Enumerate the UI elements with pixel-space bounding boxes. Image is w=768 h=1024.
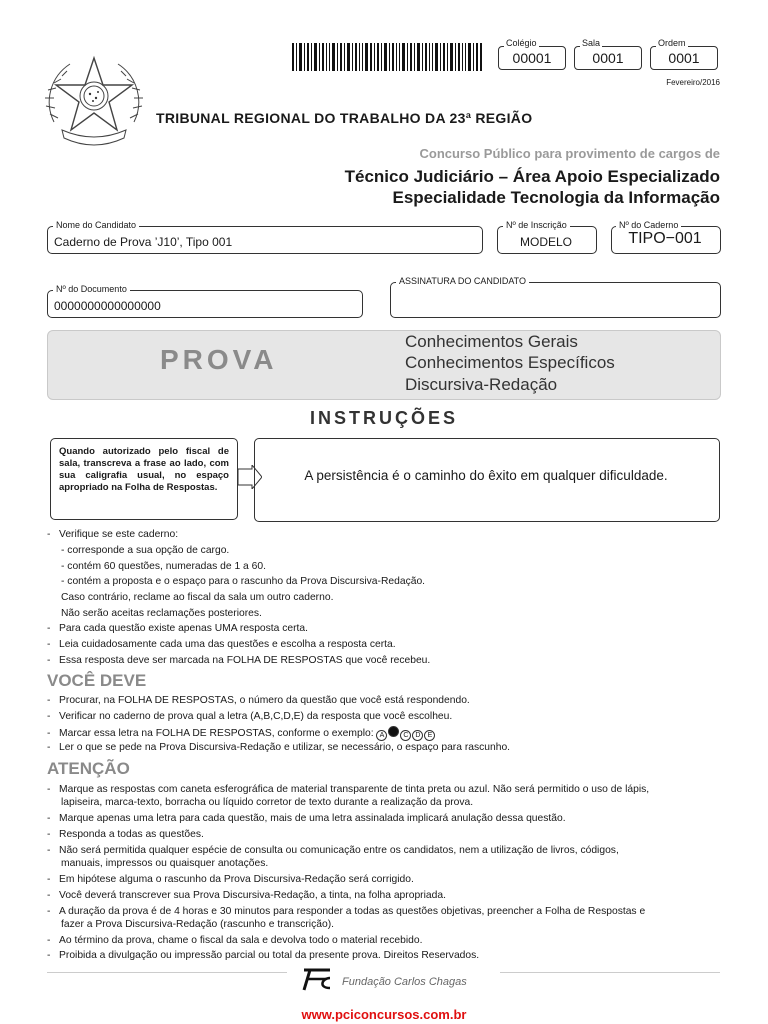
list-item-text: contém a proposta e o espaço para o rascunho da Prova Discursiva-Redação. xyxy=(67,576,426,587)
barcode xyxy=(292,43,482,71)
ordem-value: 0001 xyxy=(668,50,700,66)
prova-sub-especificos: Conhecimentos Específicos xyxy=(405,353,615,372)
list-item-text: Marque apenas uma letra para cada questão, mais de uma letra assinalada implicará anulação dessa questão. xyxy=(59,813,566,824)
footer-divider-right xyxy=(500,972,720,973)
list-item: - Verifique se este caderno: xyxy=(47,529,179,540)
list-item-text: Responda a todas as questões. xyxy=(59,829,204,840)
ordem-box xyxy=(650,46,718,70)
list-item: - Leia cuidadosamente cada uma das questões e escolha a resposta certa. xyxy=(47,639,396,650)
list-item: - Marque as respostas com caneta esferográfica de material transparente de tinta preta ou azul. Não será permitido o uso de lápis, xyxy=(47,784,650,795)
list-item: - Marcar essa letra na FOLHA DE RESPOSTAS, conforme o exemplo: A C D E xyxy=(47,726,436,741)
list-item-text: Você deverá transcrever sua Prova Discursiva-Redação, a tinta, na folha apropriada. xyxy=(59,890,446,901)
list-item: - Você deverá transcrever sua Prova Discursiva-Redação, a tinta, na folha apropriada. xyxy=(47,890,446,901)
nome-label: Nome do Candidato xyxy=(53,220,139,230)
caderno-label: Nº do Caderno xyxy=(616,220,681,230)
tribunal-title: TRIBUNAL REGIONAL DO TRABALHO DA 23ª REGIÃO xyxy=(156,110,533,126)
list-item xyxy=(61,608,262,620)
list-item-text: Caso contrário, reclame ao fiscal da sala um outro caderno. xyxy=(61,592,334,603)
prova-sub-discursiva: Discursiva-Redação xyxy=(405,375,558,394)
list-item xyxy=(61,919,334,931)
atencao-title: ATENÇÃO xyxy=(47,759,130,778)
list-item-text: Leia cuidadosamente cada uma das questões e escolha a resposta certa. xyxy=(59,639,396,650)
instrucoes-title: INSTRUÇÕES xyxy=(309,408,458,428)
list-item-text: Ao término da prova, chame o fiscal da sala e devolva todo o material recebido. xyxy=(59,935,423,946)
cargo-line-1: Técnico Judiciário – Área Apoio Especializado xyxy=(344,167,720,186)
prova-sub-gerais: Conhecimentos Gerais xyxy=(405,332,578,351)
colegio-value: 00001 xyxy=(512,50,552,66)
list-item: - contém 60 questões, numeradas de 1 a 60. xyxy=(61,561,266,572)
list-item-text: Verifique se este caderno: xyxy=(59,529,179,540)
documento-value: 0000000000000000 xyxy=(54,299,161,313)
list-item: - Verificar no caderno de prova qual a letra (A,B,C,D,E) da resposta que você escolheu. xyxy=(47,711,453,722)
list-item xyxy=(61,592,333,604)
assinatura-field xyxy=(390,282,721,318)
phrase-text: A persistência é o caminho do êxito em qualquer dificuldade. xyxy=(304,468,668,483)
concurso-subtitle: Concurso Público para provimento de cargos de xyxy=(419,146,720,161)
sala-box xyxy=(574,46,642,70)
brazil-seal-icon xyxy=(40,52,148,160)
prova-banner xyxy=(47,330,721,400)
list-item-text: Não será permitida qualquer espécie de consulta ou comunicação entre os candidatos, nem a utilização de livros, códigos, xyxy=(59,845,619,856)
list-item-text: Em hipótese alguma o rascunho da Prova Discursiva-Redação será corrigido. xyxy=(59,874,414,885)
list-item: - Responda a todas as questões. xyxy=(47,829,204,840)
list-item: - Em hipótese alguma o rascunho da Prova Discursiva-Redação será corrigido. xyxy=(47,874,414,885)
answer-example xyxy=(376,728,436,739)
assinatura-label: ASSINATURA DO CANDIDATO xyxy=(396,276,529,286)
colegio-box xyxy=(498,46,566,70)
list-item-text: lapiseira, marca-texto, borracha ou líquido corretor de texto durante a realização da prova. xyxy=(61,797,474,808)
list-item: - corresponde a sua opção de cargo. xyxy=(61,545,230,556)
list-item: - contém a proposta e o espaço para o rascunho da Prova Discursiva-Redação. xyxy=(61,576,426,587)
list-item-text: corresponde a sua opção de cargo. xyxy=(67,545,230,556)
list-item: - Ao término da prova, chame o fiscal da sala e devolva todo o material recebido. xyxy=(47,935,423,946)
list-item-text: fazer a Prova Discursiva-Redação (rascunho e transcrição). xyxy=(61,919,334,930)
list-item-text: Marque as respostas com caneta esferográfica de material transparente de tinta preta ou azul. Não será permitido o uso de lápis, xyxy=(59,784,650,795)
list-item-text: Não serão aceitas reclamações posteriores. xyxy=(61,608,262,619)
option-c-icon: C xyxy=(400,730,411,741)
caderno-value: TIPO−001 xyxy=(628,230,702,247)
list-item xyxy=(61,797,473,809)
option-a-icon: A xyxy=(376,730,387,741)
option-b-filled-icon xyxy=(388,726,399,737)
site-link[interactable]: www.pciconcursos.com.br xyxy=(301,1007,467,1022)
date: Fevereiro/2016 xyxy=(666,78,720,87)
list-item xyxy=(61,858,268,870)
ordem-label: Ordem xyxy=(658,38,686,48)
list-item-text: Proibida a divulgação ou impressão parcial ou total da presente prova. Direitos Reservados. xyxy=(59,950,480,961)
prova-title: PROVA xyxy=(160,344,278,375)
list-item-text: Procurar, na FOLHA DE RESPOSTAS, o número da questão que você está respondendo. xyxy=(59,695,470,706)
inscricao-label: Nº de Inscrição xyxy=(503,220,570,230)
list-item: - Essa resposta deve ser marcada na FOLHA DE RESPOSTAS que você recebeu. xyxy=(47,655,431,666)
list-item: - Proibida a divulgação ou impressão parcial ou total da presente prova. Direitos Reservados. xyxy=(47,950,480,961)
fcc-name: Fundação Carlos Chagas xyxy=(342,976,467,988)
list-item-text: A duração da prova é de 4 horas e 30 minutos para responder a todas as questões objetivas, preencher a Folha de Respostas e xyxy=(59,906,646,917)
footer-divider-left xyxy=(47,972,287,973)
sala-label: Sala xyxy=(582,38,601,48)
list-item-text: Essa resposta deve ser marcada na FOLHA DE RESPOSTAS que você recebeu. xyxy=(59,655,431,666)
fcc-logo-icon xyxy=(300,966,336,992)
list-item-text: Verificar no caderno de prova qual a letra (A,B,C,D,E) da resposta que você escolheu. xyxy=(59,711,453,722)
list-item: - A duração da prova é de 4 horas e 30 minutos para responder a todas as questões objetivas, preencher a Folha de Respostas e xyxy=(47,906,646,917)
list-item: - Ler o que se pede na Prova Discursiva-Redação e utilizar, se necessário, o espaço para rascunho. xyxy=(47,742,511,753)
list-item-text: manuais, impressos ou quaisquer anotações. xyxy=(61,858,269,869)
nome-value: Caderno de Prova ’J10’, Tipo 001 xyxy=(54,235,233,249)
documento-label: Nº do Documento xyxy=(53,284,130,294)
list-item-text: Para cada questão existe apenas UMA resposta certa. xyxy=(59,623,309,634)
cargo-line-2: Especialidade Tecnologia da Informação xyxy=(392,188,720,207)
inscricao-value: MODELO xyxy=(519,235,572,249)
list-item-text: Ler o que se pede na Prova Discursiva-Redação e utilizar, se necessário, o espaço para rascunho. xyxy=(59,742,511,753)
list-item: - Marque apenas uma letra para cada questão, mais de uma letra assinalada implicará anulação dessa questão. xyxy=(47,813,566,824)
transcription-note: Quando autorizado pelo fiscal de sala, transcreva a frase ao lado, com sua caligrafia usual, no espaço apropriado na Folha de Respostas. xyxy=(50,438,238,520)
option-d-icon: D xyxy=(412,730,423,741)
list-item-text: contém 60 questões, numeradas de 1 a 60. xyxy=(67,561,266,572)
sala-value: 0001 xyxy=(592,50,624,66)
cargo-title xyxy=(345,166,720,208)
list-item: - Procurar, na FOLHA DE RESPOSTAS, o número da questão que você está respondendo. xyxy=(47,695,470,706)
list-item-text: Marcar essa letra na FOLHA DE RESPOSTAS, conforme o exemplo: xyxy=(59,728,374,739)
list-item: - Não será permitida qualquer espécie de consulta ou comunicação entre os candidatos, nem a utilização de livros, códigos, xyxy=(47,845,619,856)
option-e-icon: E xyxy=(424,730,435,741)
list-item: - Para cada questão existe apenas UMA resposta certa. xyxy=(47,623,309,634)
voce-deve-title: VOCÊ DEVE xyxy=(47,671,147,690)
colegio-label: Colégio xyxy=(506,38,537,48)
